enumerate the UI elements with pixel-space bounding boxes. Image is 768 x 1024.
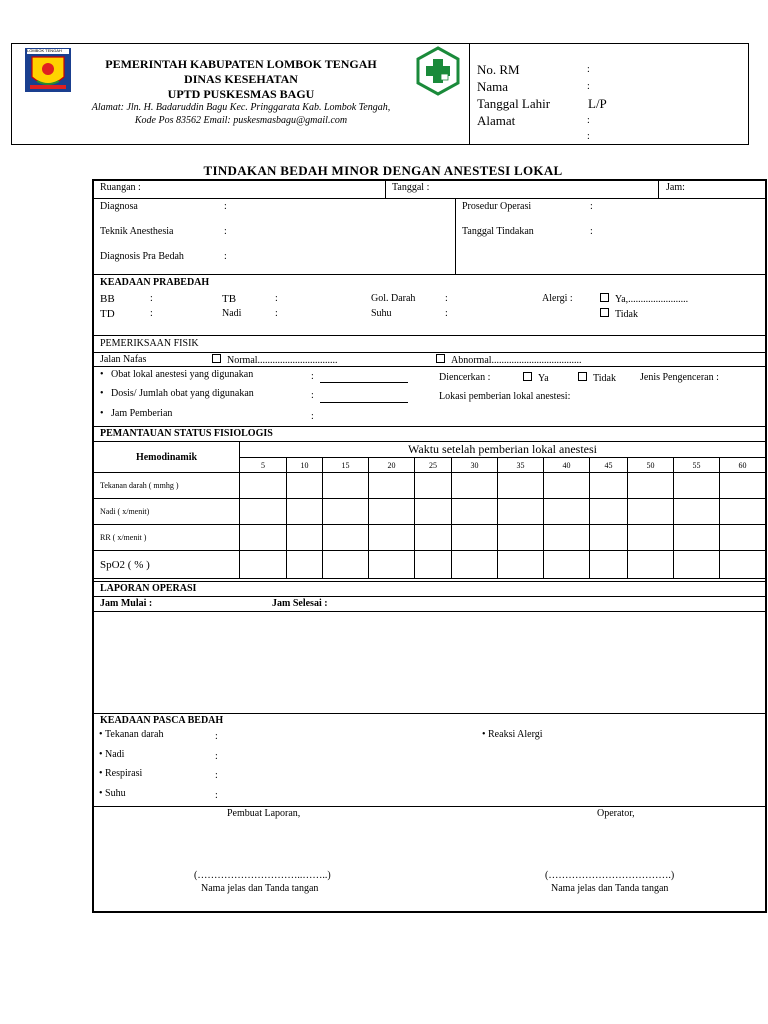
gol-darah-label: Gol. Darah (371, 293, 416, 304)
cell[interactable] (369, 525, 415, 551)
hemodynamic-table (93, 441, 766, 579)
cell[interactable] (287, 525, 323, 551)
diencerkan-ya-option[interactable] (523, 372, 549, 385)
pasca-bottom (93, 806, 766, 807)
tanggal-lahir-label: Tanggal Lahir (477, 96, 551, 111)
jam-pemberian-item: • Jam Pemberian (100, 408, 173, 419)
laporan-notes-area[interactable] (93, 612, 766, 712)
prabedah-bottom (93, 335, 766, 336)
alergi-label: Alergi : (542, 293, 573, 304)
diencerkan-label: Diencerkan : (439, 372, 491, 383)
cell[interactable] (323, 473, 369, 499)
pasca-respirasi-colon: : (215, 770, 218, 781)
teknik-colon: : (224, 226, 227, 237)
alergi-ya-checkbox[interactable] (600, 293, 609, 302)
nadi-row-label: Nadi ( x/menit) (94, 499, 240, 525)
diencerkan-tidak-checkbox[interactable] (578, 372, 587, 381)
time-col-25: 25 (415, 458, 452, 473)
pasca-item-respirasi: • Respirasi (99, 768, 143, 779)
cell[interactable] (369, 499, 415, 525)
cell[interactable] (415, 551, 452, 579)
hemodinamik-header: Hemodinamik (94, 442, 240, 473)
obat-blank[interactable] (320, 373, 408, 383)
cell[interactable] (590, 525, 628, 551)
cell[interactable] (674, 551, 720, 579)
alergi-ya-label: Ya,........................ (615, 294, 689, 305)
header-divider (469, 43, 470, 145)
jalan-nafas-label: Jalan Nafas (100, 354, 147, 365)
prosedur-label: Prosedur Operasi (462, 201, 532, 212)
cell[interactable] (628, 525, 674, 551)
cell[interactable] (590, 473, 628, 499)
cell[interactable] (369, 473, 415, 499)
diagnosis-pra-label: Diagnosis Pra Bedah (100, 251, 184, 262)
pembuat-laporan-label: Pembuat Laporan, (227, 808, 301, 819)
time-col-10: 10 (287, 458, 323, 473)
alamat-label: Alamat (477, 113, 516, 128)
cell[interactable] (287, 499, 323, 525)
laporan-title-bottom (93, 596, 766, 597)
jalan-nafas-bottom (93, 366, 766, 367)
nama-label: Nama (477, 79, 509, 94)
time-col-45: 45 (590, 458, 628, 473)
table-row (94, 499, 766, 525)
cell[interactable] (628, 551, 674, 579)
spo2-row-label: SpO2 ( % ) (94, 551, 240, 579)
operator-signature-line[interactable]: (……………………………….) (545, 870, 675, 881)
cell[interactable] (287, 551, 323, 579)
cell[interactable] (544, 499, 590, 525)
prosedur-colon: : (590, 201, 593, 212)
nadi-colon: : (275, 308, 278, 319)
lombok-tengah-emblem (24, 47, 72, 93)
table-row (94, 473, 766, 499)
dosis-colon: : (311, 390, 314, 401)
jam-selesai-label: Jam Selesai : (272, 598, 328, 609)
time-col-5: 5 (240, 458, 287, 473)
cell[interactable] (498, 525, 544, 551)
nadi-label: Nadi (222, 308, 242, 319)
row2-bottom (93, 274, 766, 275)
form-title: TINDAKAN BEDAH MINOR DENGAN ANESTESI LOKAL (203, 163, 563, 178)
suhu-label: Suhu (371, 308, 392, 319)
diagnosis-pra-colon: : (224, 251, 227, 262)
pasca-item-suhu: • Suhu (99, 788, 126, 799)
pasca-reaksi-label: Reaksi Alergi (488, 729, 543, 740)
puskesmas-logo (415, 46, 461, 96)
jenis-pengenceran-label: Jenis Pengenceran : (640, 372, 719, 383)
alamat-colon: : (587, 115, 590, 126)
alamat-colon-2: : (587, 131, 590, 142)
header-address1: Alamat: Jln. H. Badaruddin Bagu Kec. Pringgarata Kab. Lombok Tengah, (91, 102, 391, 113)
obat-label: Obat lokal anestesi yang digunakan (111, 369, 254, 380)
cell[interactable] (628, 473, 674, 499)
tb-colon: : (275, 293, 278, 304)
operator-caption: Nama jelas dan Tanda tangan (551, 883, 669, 894)
bb-label: BB (100, 293, 115, 305)
pasca-respirasi-label: Respirasi (105, 768, 143, 779)
cell[interactable] (498, 499, 544, 525)
cell[interactable] (287, 473, 323, 499)
cell[interactable] (452, 473, 498, 499)
cell[interactable] (720, 551, 766, 579)
operator-label: Operator, (597, 808, 635, 819)
tanggal-label: Tanggal : (392, 182, 430, 193)
pemantauan-title: PEMANTAUAN STATUS FISIOLOGIS (100, 428, 273, 439)
pasca-nadi-colon: : (215, 751, 218, 762)
cell[interactable] (240, 499, 287, 525)
suhu-colon: : (445, 308, 448, 319)
tanggal-tindakan-colon: : (590, 226, 593, 237)
alergi-tidak-option[interactable] (600, 308, 638, 321)
bb-colon: : (150, 293, 153, 304)
header-line3: UPTD PUSKESMAS BAGU (167, 87, 315, 101)
tanggal-tindakan-label: Tanggal Tindakan (462, 226, 534, 237)
time-col-60: 60 (720, 458, 766, 473)
pasca-tekanan-label: Tekanan darah (105, 729, 164, 740)
header-line1: PEMERINTAH KABUPATEN LOMBOK TENGAH (105, 57, 377, 71)
pasca-title: KEADAAN PASCA BEDAH (100, 715, 224, 726)
td-colon: : (150, 308, 153, 319)
time-col-15: 15 (323, 458, 369, 473)
tekanan-darah-row-label: Tekanan darah ( mmhg ) (94, 473, 240, 499)
teknik-label: Teknik Anesthesia (100, 226, 174, 237)
pasca-item-reaksi: • Reaksi Alergi (482, 729, 543, 740)
cell[interactable] (240, 473, 287, 499)
dosis-blank[interactable] (320, 393, 408, 403)
pembuat-signature-line[interactable]: (…………………………..……..) (194, 870, 331, 881)
cell[interactable] (674, 499, 720, 525)
row2-divider (455, 198, 456, 274)
fisik-title: PEMERIKSAAN FISIK (100, 338, 199, 349)
td-label: TD (100, 308, 115, 320)
pasca-item-nadi: • Nadi (99, 749, 125, 760)
cell[interactable] (720, 525, 766, 551)
pasca-nadi-label: Nadi (105, 749, 125, 760)
cell[interactable] (323, 525, 369, 551)
cell[interactable] (240, 525, 287, 551)
cell[interactable] (544, 473, 590, 499)
time-col-35: 35 (498, 458, 544, 473)
row1-divider-2 (658, 180, 659, 198)
row1-divider-1 (385, 180, 386, 198)
cell[interactable] (590, 499, 628, 525)
diencerkan-tidak-option[interactable] (578, 372, 616, 385)
abnormal-checkbox[interactable] (436, 354, 445, 363)
obat-item: • Obat lokal anestesi yang digunakan (100, 369, 254, 380)
pasca-tekanan-colon: : (215, 731, 218, 742)
cell[interactable] (720, 473, 766, 499)
cell[interactable] (415, 499, 452, 525)
cell[interactable] (452, 551, 498, 579)
rr-row-label: RR ( x/menit ) (94, 525, 240, 551)
ruangan-label: Ruangan : (100, 182, 141, 193)
cell[interactable] (590, 551, 628, 579)
laporan-bottom (93, 713, 766, 714)
abnormal-label: Abnormal.................................... (451, 355, 582, 366)
cell[interactable] (323, 551, 369, 579)
row1-bottom (93, 198, 766, 199)
alergi-tidak-label: Tidak (615, 309, 638, 320)
cell[interactable] (240, 551, 287, 579)
dosis-item: • Dosis/ Jumlah obat yang digunakan (100, 388, 254, 399)
tb-label: TB (222, 293, 237, 305)
laporan-top (93, 581, 766, 582)
diencerkan-tidak-label: Tidak (593, 373, 616, 384)
no-rm-label: No. RM (477, 62, 520, 77)
alergi-tidak-checkbox[interactable] (600, 308, 609, 317)
pemantauan-top (93, 426, 766, 427)
table-row (94, 551, 766, 579)
waktu-header: Waktu setelah pemberian lokal anestesi (240, 442, 766, 458)
time-col-40: 40 (544, 458, 590, 473)
diencerkan-ya-label: Ya (538, 373, 549, 384)
diagnosa-label: Diagnosa (100, 201, 138, 212)
time-col-30: 30 (452, 458, 498, 473)
cell[interactable] (674, 525, 720, 551)
diencerkan-ya-checkbox[interactable] (523, 372, 532, 381)
cell[interactable] (415, 525, 452, 551)
jam-pemberian-colon: : (311, 411, 314, 422)
diagnosa-colon: : (224, 201, 227, 212)
dosis-label: Dosis/ Jumlah obat yang digunakan (111, 388, 254, 399)
alergi-ya-option[interactable] (600, 293, 688, 306)
cell[interactable] (674, 473, 720, 499)
pembuat-caption: Nama jelas dan Tanda tangan (201, 883, 319, 894)
lokasi-label: Lokasi pemberian lokal anestesi: (439, 391, 571, 402)
cell[interactable] (498, 551, 544, 579)
cell[interactable] (452, 525, 498, 551)
cell[interactable] (452, 499, 498, 525)
header-address2: Kode Pos 83562 Email: puskesmasbagu@gmail.com (134, 115, 348, 126)
pasca-suhu-colon: : (215, 790, 218, 801)
jam-label: Jam: (666, 182, 685, 193)
lp-label: L/P (588, 96, 607, 111)
cell[interactable] (544, 551, 590, 579)
jam-pemberian-label: Jam Pemberian (111, 408, 173, 419)
header-line2: DINAS KESEHATAN (184, 72, 298, 86)
cell[interactable] (628, 499, 674, 525)
emblem-text: LOMBOK TENGAH (27, 48, 62, 53)
laporan-title: LAPORAN OPERASI (100, 583, 197, 594)
fisik-title-bottom (93, 352, 766, 353)
cell[interactable] (369, 551, 415, 579)
obat-colon: : (311, 371, 314, 382)
gol-darah-colon: : (445, 293, 448, 304)
normal-label: Normal................................ (227, 355, 338, 366)
time-col-20: 20 (369, 458, 415, 473)
cell[interactable] (498, 473, 544, 499)
table-row (94, 525, 766, 551)
pasca-suhu-label: Suhu (105, 788, 126, 799)
prabedah-title: KEADAAN PRABEDAH (100, 277, 210, 288)
nama-colon: : (587, 81, 590, 92)
cell[interactable] (544, 525, 590, 551)
cell[interactable] (415, 473, 452, 499)
cell[interactable] (720, 499, 766, 525)
pasca-item-tekanan: • Tekanan darah (99, 729, 164, 740)
cell[interactable] (323, 499, 369, 525)
no-rm-colon: : (587, 64, 590, 75)
time-col-50: 50 (628, 458, 674, 473)
time-col-55: 55 (674, 458, 720, 473)
normal-checkbox[interactable] (212, 354, 221, 363)
jam-mulai-label: Jam Mulai : (100, 598, 153, 609)
